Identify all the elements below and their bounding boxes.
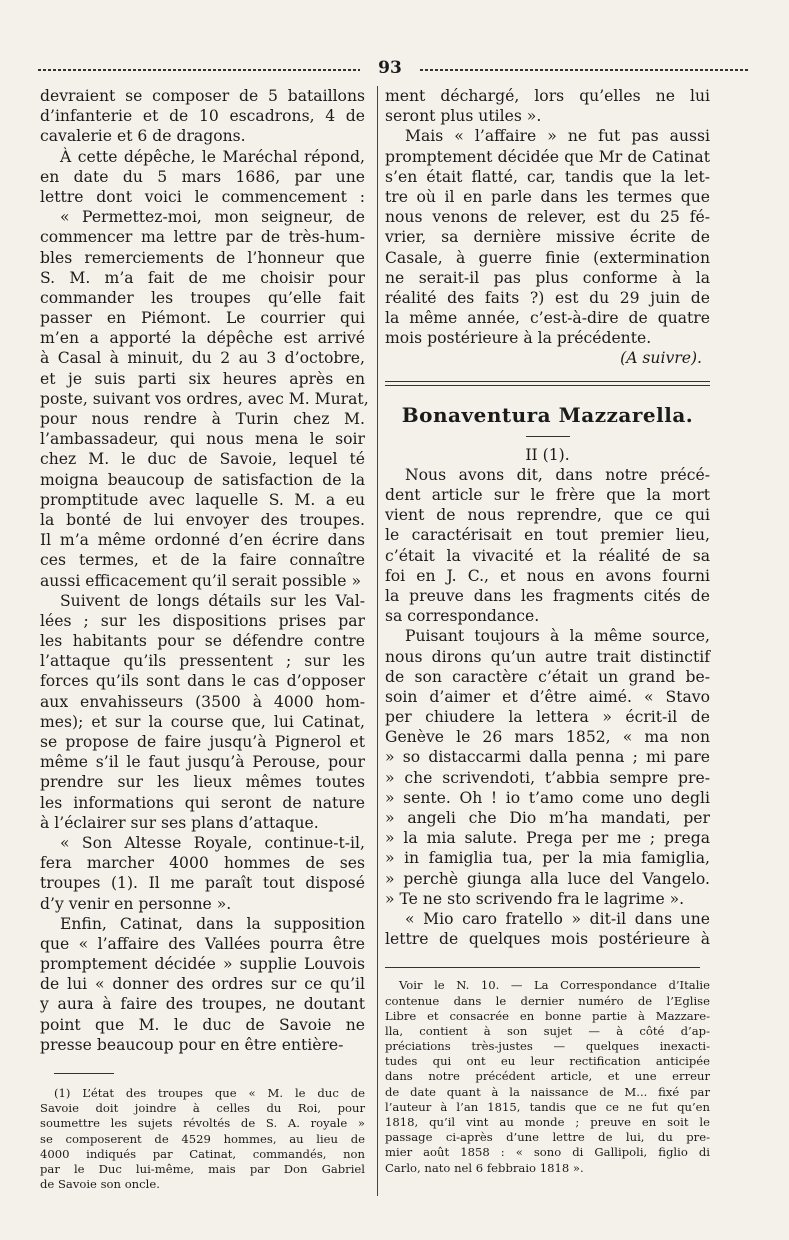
text-line: ment déchargé, lors qu’elles ne lui — [385, 87, 710, 105]
section-number: II (1). — [525, 445, 570, 464]
text-line: ne serait-il pas plus conforme à la — [385, 268, 710, 287]
text-line: le caractérisait en tout premier lieu, — [385, 526, 710, 545]
text-line: » so distaccarmi dalla penna ; mi pare — [385, 748, 710, 767]
footnote-rule-left — [54, 1073, 114, 1074]
text-line: À cette dépêche, le Maréchal répond, — [60, 147, 365, 166]
footnote-line: Libre et consacrée en bonne partie à Mazzare- — [385, 1008, 710, 1023]
text-line: sa correspondance. — [385, 607, 540, 626]
text-line: chez M. le duc de Savoie, lequel té — [40, 450, 365, 469]
footnote-line: de date quant à la naissance de M... fixé par — [385, 1084, 710, 1099]
text-line: Suivent de longs détails sur les Val- — [60, 591, 365, 610]
text-line: point que M. le duc de Savoie ne — [40, 1015, 365, 1034]
text-line: tre où il en parle dans les termes que — [385, 187, 710, 206]
text-line: même s’il le faut jusqu’à Perouse, pour — [40, 753, 365, 772]
text-line: commencer ma lettre par de très-hum- — [40, 228, 365, 247]
left-footnote — [40, 1086, 365, 1192]
header-rule-right — [420, 69, 750, 71]
text-line: seront plus utiles ». — [385, 107, 542, 126]
text-line: m’en a apporté la dépêche est arrivé — [40, 329, 365, 348]
text-line: à Casal à minuit, du 2 au 3 d’octobre, — [40, 349, 365, 368]
to-be-continued: (A suivre). — [620, 349, 702, 368]
text-line: se propose de faire jusqu’à Pignerol et — [40, 733, 365, 751]
text-line: dent article sur le frère que la mort — [385, 486, 710, 504]
article-title: Bonaventura Mazzarella. — [401, 402, 694, 427]
text-line: prendre sur les lieux mêmes toutes — [40, 773, 365, 792]
page-header — [38, 58, 750, 80]
text-line: passer en Piémont. Le courrier qui — [40, 309, 365, 328]
text-line: vient de nous reprendre, que ce qui — [385, 506, 710, 525]
left-column — [40, 86, 369, 1192]
text-line: ces termes, et de la faire connaître — [40, 551, 365, 570]
text-line: et je suis parti six heures après en — [40, 369, 365, 388]
text-line: la preuve dans les fragments cités de — [385, 586, 710, 605]
text-line: la bonté de lui envoyer des troupes. — [40, 510, 365, 529]
footnote-line: Voir le N. 10. — La Correspondance d’Italie — [399, 978, 710, 993]
right-column — [385, 86, 710, 1176]
text-line: les habitants pour se défendre contre — [40, 632, 365, 651]
text-line: réalité des faits ?) est du 29 juin de — [385, 288, 710, 307]
text-line: » in famiglia tua, per la mia famiglia, — [385, 849, 710, 868]
footnote-line: l’auteur à l’an 1815, tandis que ce ne fut qu’en — [385, 1099, 710, 1114]
article-body — [385, 465, 710, 950]
text-line: cavalerie et 6 de dragons. — [40, 127, 246, 146]
text-line: que « l’affaire des Vallées pourra être — [40, 934, 365, 953]
text-line: la même année, c’est-à-dire de quatre — [385, 309, 710, 328]
text-line: nous venons de relever, est du 25 fé- — [385, 208, 710, 227]
text-line: » perchè giunga alla luce del Vangelo. — [385, 869, 710, 888]
footnote-line: 1818, qu’il vint au monde ; preuve en soit le — [385, 1115, 710, 1129]
text-line: promptitude avec laquelle S. M. a eu — [40, 490, 365, 509]
text-line: en date du 5 mars 1686, par une — [40, 167, 365, 186]
text-line: nous dirons qu’un autre trait distinctif — [385, 647, 710, 666]
text-line: Mais « l’affaire » ne fut pas aussi — [405, 127, 710, 146]
text-line: Genève le 26 mars 1852, « ma non — [385, 728, 710, 747]
footnote-line: de Savoie son oncle. — [40, 1177, 160, 1192]
text-line: « Mio caro fratello » dit-il dans une — [405, 909, 710, 928]
text-line: d’y venir en personne ». — [40, 894, 232, 913]
text-line: lées ; sur les dispositions prises par — [40, 611, 365, 630]
footnote-line: (1) L’état des troupes que « M. le duc de — [54, 1086, 365, 1100]
text-line: à l’éclairer sur ses plans d’attaque. — [40, 813, 319, 832]
text-line: aussi efficacement qu’il serait possible » — [40, 571, 362, 590]
right-column-continuation — [385, 86, 710, 348]
left-column-text — [40, 86, 369, 1055]
text-line: vrier, sa dernière missive écrite de — [385, 228, 710, 247]
text-line: s’en était flatté, car, tandis que la let- — [385, 167, 710, 186]
header-rule-left — [38, 69, 360, 71]
text-line: » la mia salute. Prega per me ; prega — [385, 829, 710, 848]
text-line: mois postérieure à la précédente. — [385, 329, 652, 348]
text-line: » Te ne sto scrivendo fra le lagrime ». — [385, 889, 685, 908]
footnote-line: par le Duc lui-même, mais par Don Gabriel — [40, 1161, 365, 1176]
footnote-line: Savoie doit joindre à celles du Roi, pour — [40, 1101, 365, 1116]
text-line: mes); et sur la course que, lui Catinat, — [40, 712, 365, 731]
text-line: Enfin, Catinat, dans la supposition — [60, 914, 365, 933]
text-line: l’attaque qu’ils pressentent ; sur les — [40, 652, 365, 671]
text-line: de son caractère c’était un grand be- — [385, 667, 710, 686]
text-line: troupes (1). Il me paraît tout disposé — [40, 874, 365, 893]
text-line: « Permettez-moi, mon seigneur, de — [60, 208, 365, 227]
footnote-line: mier août 1858 : « sono di Gallipoli, figlio di — [385, 1145, 710, 1160]
footnote-line: se composerent de 4529 hommes, au lieu de — [40, 1131, 365, 1146]
section-divider — [385, 381, 710, 386]
footnote-line: dans notre précédent article, et une erreur — [385, 1069, 710, 1084]
text-line: lettre de quelques mois postérieure à — [385, 930, 710, 949]
text-line: » angeli che Dio m’ha mandati, per — [385, 809, 710, 827]
text-line: S. M. m’a fait de me choisir pour — [40, 268, 365, 287]
text-line: bles remerciements de l’honneur que — [40, 248, 365, 267]
text-line: Nous avons dit, dans notre précé- — [405, 465, 710, 484]
text-line: soin d’aimer et d’être aimé. « Stavo — [385, 687, 710, 706]
text-line: Casale, à guerre finie (extermination — [385, 248, 710, 267]
text-line: presse beaucoup pour en être entière- — [40, 1035, 344, 1054]
text-line: moigna beaucoup de satisfaction de la — [40, 470, 365, 489]
text-line: l’ambassadeur, qui nous mena le soir — [40, 430, 365, 449]
footnote-line: tudes qui ont eu leur rectification anticipée — [385, 1054, 710, 1069]
text-line: d’infanterie et de 10 escadrons, 4 de — [40, 107, 365, 126]
text-line: aux envahisseurs (3500 à 4000 hom- — [40, 692, 365, 711]
text-line: y aura à faire des troupes, ne doutant — [40, 995, 365, 1014]
text-line: pour nous rendre à Turin chez M. — [40, 410, 365, 428]
footnote-line: préciations très-justes — quelques inexacti- — [385, 1039, 710, 1054]
footnote-line: contenue dans le dernier numéro de l’Eglise — [385, 993, 710, 1008]
text-line: foi en J. C., et nous en avons fourni — [385, 566, 710, 585]
text-line: promptement décidée » supplie Louvois — [40, 955, 365, 974]
text-line: lettre dont voici le commencement : — [40, 187, 365, 206]
text-line: forces qu’ils sont dans le cas d’opposer — [40, 672, 365, 691]
title-rule — [526, 436, 570, 437]
footnote-line: Carlo, nato nel 6 febbraio 1818 ». — [385, 1160, 584, 1175]
text-line: fera marcher 4000 hommes de ses — [40, 854, 365, 873]
text-line: Puisant toujours à la même source, — [405, 627, 710, 646]
footnote-line: passage ci-après d’une lettre de lui, du pre- — [385, 1130, 710, 1145]
text-line: Il m’a même ordonné d’en écrire dans — [40, 531, 365, 550]
text-line: per chiudere la lettera » écrit-il de — [385, 708, 710, 727]
footnote-line: 4000 indiqués par Catinat, commandés, non — [40, 1146, 365, 1161]
text-line: » sente. Oh ! io t’amo come uno degli — [385, 788, 710, 807]
footnote-rule-right — [385, 967, 700, 968]
text-line: « Son Altesse Royale, continue-t-il, — [60, 833, 365, 852]
text-line: commander les troupes qu’elle fait — [40, 288, 365, 307]
column-separator — [377, 86, 378, 1196]
text-line: devraient se composer de 5 bataillons — [40, 87, 365, 105]
text-line: promptement décidée que Mr de Catinat — [385, 147, 710, 166]
page-number: 93 — [378, 58, 402, 78]
footnote-line: soumettre les sujets révoltés de S. A. royale » — [40, 1116, 365, 1131]
text-line: les informations qui seront de nature — [40, 793, 365, 812]
text-line: poste, suivant vos ordres, avec M. Murat, — [40, 389, 369, 408]
text-line: » che scrivendoti, t’abbia sempre pre- — [385, 768, 710, 787]
footnote-line: lla, contient à son sujet — à côté d’ap- — [385, 1023, 710, 1038]
text-line: c’était la vivacité et la réalité de sa — [385, 546, 710, 565]
right-footnote — [385, 978, 710, 1175]
text-line: de lui « donner des ordres sur ce qu’il — [40, 975, 365, 994]
